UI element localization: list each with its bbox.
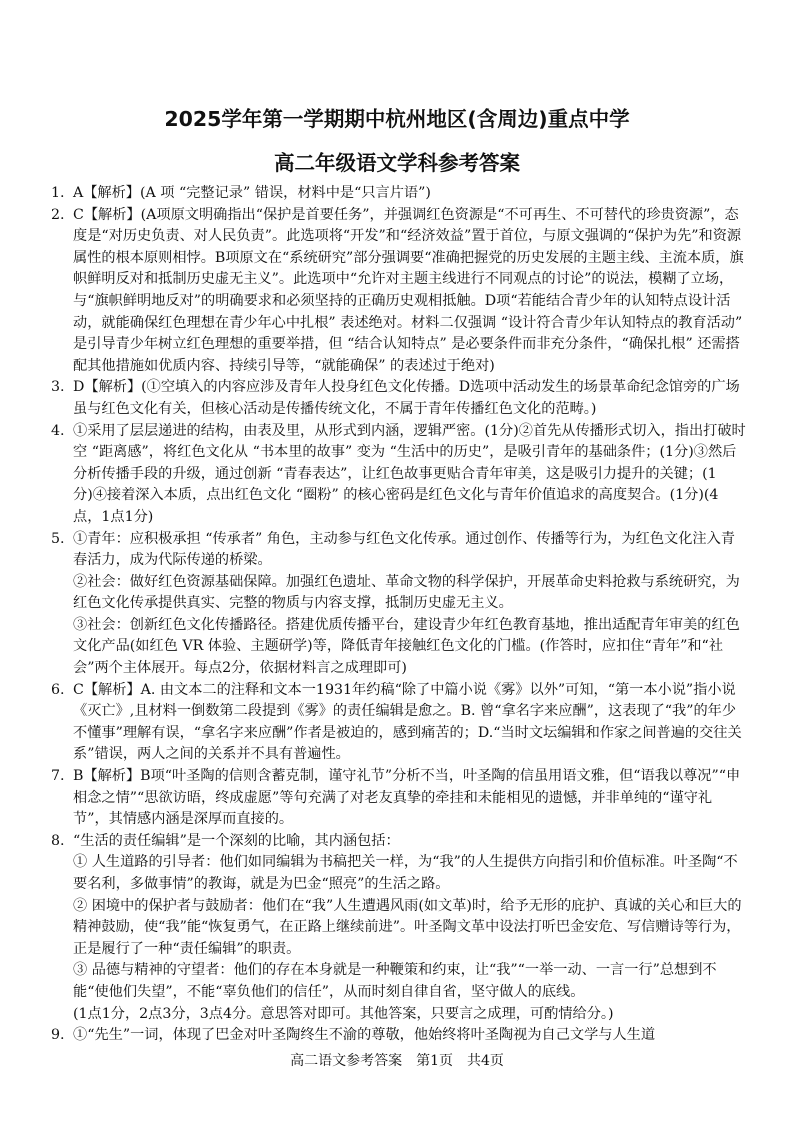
answer-number: 7.	[51, 768, 65, 785]
answer-paragraph: ③社会：创新红色文化传播路径。搭建优质传播平台，建设青少年红色教育基地，推出适配青年审美的红色文化产品(如红色 VR 体验、主题研学)等，降低青年接触红色文化的门槛。(作答时，应扣住“青年”和“社会”两个主体展开。每点2分，依据材料言之成理即可)	[73, 616, 740, 677]
answer-paragraph: ②社会：做好红色资源基础保障。加强红色遗址、革命文物的科学保护，开展革命史料抢救与系统研究，为红色文化传承提供真实、完整的物质与内容支撑，抵制历史虚无主义。	[73, 573, 740, 612]
answer-number: 4.	[51, 422, 65, 439]
answer-number: 3.	[51, 379, 65, 396]
answer-paragraph: ①青年：应积极承担 “传承者” 角色，主动参与红色文化传承。通过创作、传播等行为，为红色文化注入青春活力，成为代际传递的桥梁。	[73, 530, 735, 569]
answer-number: 8.	[51, 832, 65, 849]
page-footer: 高二语文参考答案 第1页 共4页	[290, 1053, 504, 1069]
page-title: 2025学年第一学期期中杭州地区(含周边)重点中学	[164, 107, 630, 131]
answer-paragraph: “生活的责任编辑”是一个深刻的比喻，其内涵包括：	[73, 832, 400, 849]
answer-paragraph: C【解析】A. 由文本二的注释和文本一1931年约稿“除了中篇小说《雾》以外”可知，“第一本小说”指小说《灭亡》,且材料一倒数第二段提到《雾》的责任编辑是愈之。B. 曾“拿名字来应酬”，这表现了“我”的年少不懂事”理解有误，“拿名字来应酬”作者是被迫的，感到痛苦的；D.“当时文坛编辑和作家之间普遍的交往关系”错误，两人之间的关系并不具有普遍性。	[73, 681, 742, 763]
answer-number: 2.	[51, 206, 65, 223]
answer-item	[51, 421, 746, 529]
answer-paragraph: ① 人生道路的引导者：他们如同编辑为书稿把关一样，为“我”的人生提供方向指引和价值标准。叶圣陶“不要名利，多做事情”的教诲，就是为巴金“照亮”的生活之路。	[73, 854, 738, 892]
answer-paragraph: A【解析】(A 项 “完整记录” 错误，材料中是“只言片语”)	[73, 185, 431, 201]
answer-item	[51, 377, 746, 420]
answer-number: 1.	[51, 185, 65, 201]
answer-paragraph: B【解析】B项“叶圣陶的信则含蓄克制，谨守礼节”分析不当，叶圣陶的信虽用语文雅，但“语我以尊况”“申相念之情”“思欲访晤，终成虚愿”等句充满了对老友真挚的牵挂和未能相见的遗憾，并非单纯的“谨守礼节”，其情感内涵是深厚而直接的。	[73, 768, 741, 828]
answer-item	[51, 529, 746, 680]
answer-list	[51, 183, 746, 1047]
answer-number: 9.	[51, 1027, 65, 1044]
answer-item	[51, 831, 746, 1025]
answer-paragraph: C【解析】(A项原文明确指出“保护是首要任务”，并强调红色资源是“不可再生、不可替代的珍贵资源”，态度是“对历史负责、对人民负责”。此选项将“开发”和“经济效益”置于首位，与原文强调的“保护为先”和资源属性的根本原则相悖。B项原文在“系统研究”部分强调要“准确把握党的历史发展的主题主线、主流本质，旗帜鲜明反对和抵制历史虚无主义”。此选项中“允许对主题主线进行不同观点的讨论”的说法，模糊了立场，与“旗帜鲜明地反对”的明确要求和必须坚持的正确历史观相抵触。D项“若能结合青少年的认知特点设计活动，就能确保红色理想在青少年心中扎根” 表述绝对。材料二仅强调 “设计符合青少年认知特点的教育活动” 是引导青少年树立红色理想的重要举措，但 “结合认知特点” 是必要条件而非充分条件，“确保扎根” 还需搭配其他措施如优质内容、持续引导等，“就能确保” 的表述过于绝对)	[73, 206, 744, 374]
answer-item	[51, 1025, 746, 1047]
answer-item	[51, 183, 746, 205]
answer-paragraph: ③ 品德与精神的守望者：他们的存在本身就是一种鞭策和约束，让“我”“一举一动、一言一行”总想到不能“使他们失望”，不能“辜负他们的信任”，从而时刻自律自省，坚守做人的底线。	[73, 962, 717, 1000]
answer-paragraph: D【解析】(①空填入的内容应涉及青年人投身红色文化传播。D选项中活动发生的场景革命纪念馆旁的广场虽与红色文化有关，但核心活动是传播传统文化，不属于青年传播红色文化的范畴。)	[73, 379, 740, 417]
answer-number: 5.	[51, 530, 65, 547]
answer-paragraph: ①“先生”一词，体现了巴金对叶圣陶终生不渝的尊敬，他始终将叶圣陶视为自己文学与人生道	[73, 1027, 656, 1044]
answer-item	[51, 205, 746, 378]
answer-item	[51, 766, 746, 831]
answer-number: 6.	[51, 681, 65, 698]
answer-paragraph: ①采用了层层递进的结构，由表及里，从形式到内涵，逻辑严密。(1分)②首先从传播形式切入，指出打破时空 “距离感”，将红色文化从 “书本里的故事” 变为 “生活中的历史”，是吸引青年的基础条件；(1分)③然后分析传播手段的升级，通过创新 “青春表达”，让红色故事更贴合青年审美，这是吸引力提升的关键；(1分)④接着深入本质，点出红色文化 “圈粉” 的核心密码是红色文化与青年价值追求的高度契合。(1分)(4点，1点1分)	[73, 422, 746, 525]
page-subtitle: 高二年级语文学科参考答案	[274, 151, 520, 175]
answer-item	[51, 680, 746, 766]
answer-paragraph: ② 困境中的保护者与鼓励者：他们在“我”人生遭遇风雨(如文革)时，给予无形的庇护、真诚的关心和巨大的精神鼓励，使“我”能“恢复勇气，在正路上继续前进”。叶圣陶文革中设法打听巴金安危、写信赠诗等行为，正是履行了一种“责任编辑”的职责。	[73, 897, 742, 957]
answer-paragraph: (1点1分，2点3分，3点4分。意思答对即可。其他答案，只要言之成理，可酌情给分。)	[73, 1005, 614, 1022]
